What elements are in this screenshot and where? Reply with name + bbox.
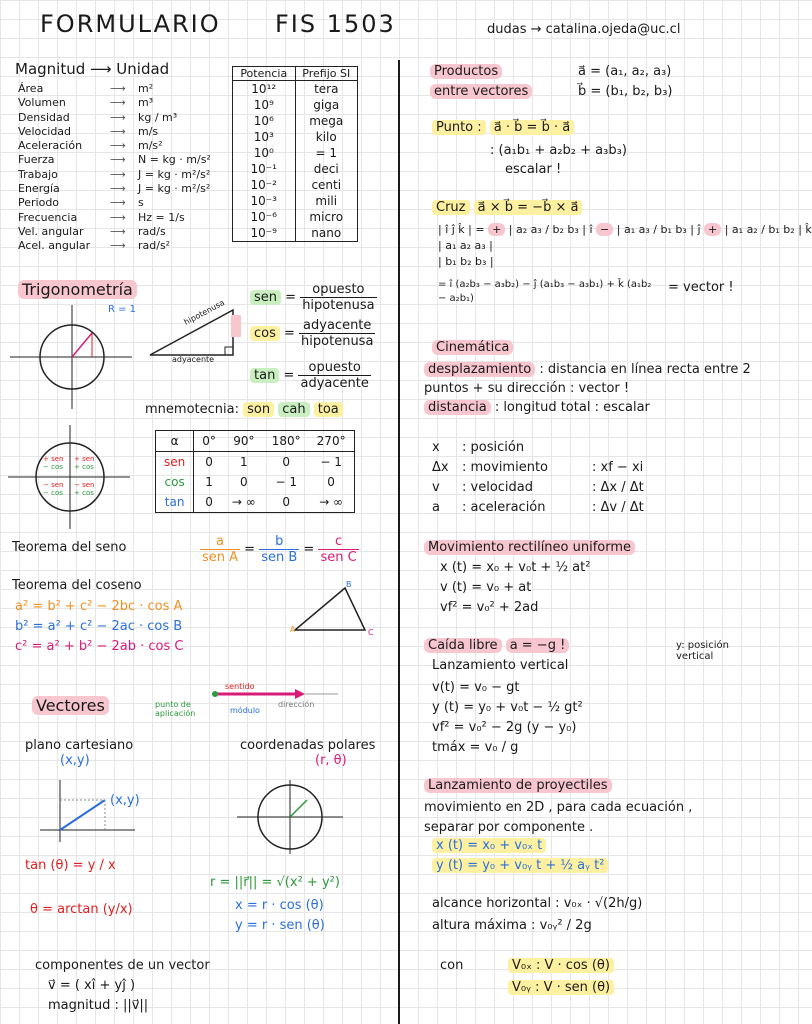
prefix-row: 10⁻⁹ nano — [233, 225, 357, 241]
componentes-eq: v⃗ = ( xî + yĵ ) — [48, 978, 136, 993]
punto-aplicacion-label: punto de aplicación — [155, 700, 196, 718]
svg-text:− cos: − cos — [43, 463, 63, 471]
prefix-row: 10³ kilo — [233, 129, 357, 145]
cruz-determinant: | î ĵ k̂ | = + | a₂ a₃ / b₂ b₃ | î − | a₁ a₃ / b₁ b₃ | ĵ + | a₁ a₂ / b₁ b₂ | k̂ | a₁ a₂ a₃ | | b₁ b₂ b₃ | — [438, 223, 812, 268]
mru-title: Movimiento rectilíneo uniforme — [424, 540, 635, 555]
prefix-row: 10⁰ = 1 — [233, 145, 357, 161]
proyectil-title: Lanzamiento de proyectiles — [424, 778, 612, 793]
prefix-row: 10⁻³ mili — [233, 193, 357, 209]
kin-var-row: Δx : movimiento : xf − xi — [432, 460, 644, 475]
unit-row: Frecuencia ⟶ Hz = 1/s — [18, 210, 185, 224]
caida-ynote: y: posición vertical — [676, 640, 729, 662]
column-divider — [398, 60, 400, 1024]
tan-eq: tan (θ) = y / x — [25, 858, 116, 873]
voy-eq: V₀ᵧ : V · sen (θ) — [508, 980, 614, 995]
unit-row: Velocidad ⟶ m/s — [18, 124, 159, 138]
cartesian-vector-diagram — [30, 780, 140, 845]
proyectil-intro: movimiento en 2D , para cada ecuación , separar por componente . — [424, 800, 693, 835]
productos-title: Productos entre vectores — [430, 62, 532, 102]
distancia-def: distancia : longitud total : escalar — [424, 400, 650, 415]
oblique-triangle-diagram — [290, 580, 385, 640]
unit-row: Vel. angular ⟶ rad/s — [18, 224, 166, 238]
modulo-label: módulo — [230, 706, 260, 715]
trig-table-row: sen 0 1 0 − 1 — [156, 452, 354, 473]
svg-text:B: B — [346, 580, 352, 589]
caida-title: Caída libre a = −g ! — [424, 638, 569, 653]
unit-row: Volumen ⟶ m³ — [18, 96, 154, 110]
proyectil-y-eq: y (t) = y₀ + v₀ᵧ t + ½ aᵧ t² — [432, 858, 608, 873]
cruz-expand: = î (a₂b₃ − a₃b₂) − ĵ (a₁b₃ − a₃b₁) + k̂ (a₁b₂ − a₂b₁) — [438, 279, 652, 304]
svg-text:+ cos: + cos — [74, 489, 94, 497]
x-polar-eq: x = r · cos (θ) — [235, 898, 324, 913]
cruz-note: = vector ! — [668, 280, 734, 295]
tan-def: tan = $\frac{\text{opuesto}}{\text{adyacente}}$ — [250, 360, 371, 391]
r-eq: r = ||r⃗|| = √(x² + y²) — [210, 875, 340, 890]
polares-title: coordenadas polares (r, θ) — [240, 738, 376, 768]
kin-var-row: a : aceleración : Δv / Δt — [432, 500, 644, 515]
svg-text:− sen: − sen — [74, 481, 95, 489]
hip-label: hipotenusa — [182, 298, 227, 327]
direccion-label: dirección — [278, 700, 315, 709]
mru-equations: x (t) = x₀ + v₀t + ½ at² v (t) = v₀ + at vf² = v₀² + 2ad — [440, 560, 591, 615]
polar-circle-diagram — [235, 780, 345, 855]
sen-def: sen = $\frac{\text{opuesto}}{\text{hipotenusa}}$ — [250, 282, 377, 313]
svg-text:+ cos: + cos — [74, 463, 94, 471]
prefix-col-prefijo: Prefijo SI — [302, 67, 351, 80]
caida-equations: v(t) = v₀ − gt y (t) = y₀ + v₀t − ½ gt² vf² = v₀² − 2g (y − y₀) tmáx = v₀ / g — [432, 680, 583, 755]
svg-text:+ sen: + sen — [74, 455, 95, 463]
con-label: con — [440, 958, 464, 973]
cos-def: cos = $\frac{\text{adyacente}}{\text{hipotenusa}}$ — [250, 318, 375, 349]
unit-circle-diagram — [10, 305, 135, 410]
cinematica-title: Cinemática — [432, 340, 513, 355]
unit-row: Acel. angular ⟶ rad/s² — [18, 239, 171, 253]
unit-row: Trabajo ⟶ J = kg · m²/s² — [18, 167, 211, 181]
theta-eq: θ = arctan (y/x) — [30, 902, 133, 917]
units-list — [18, 82, 228, 254]
prefix-row: 10⁶ mega — [233, 113, 357, 129]
unit-row: Aceleración ⟶ m/s² — [18, 139, 163, 153]
unit-row: Densidad ⟶ kg / m³ — [18, 110, 178, 124]
punto-product: Punto : a⃗ · b⃗ = b⃗ · a⃗ — [432, 120, 574, 135]
vector-defs: a⃗ = (a₁, a₂, a₃) b⃗ = (b₁, b₂, b₃) — [578, 64, 673, 99]
vectores-title: Vectores — [32, 696, 109, 715]
punto-note: escalar ! — [505, 162, 562, 177]
altura-eq: altura máxima : v₀ᵧ² / 2g — [432, 918, 592, 933]
proyectil-x-eq: x (t) = x₀ + v₀ₓ t — [432, 838, 546, 853]
svg-text:C: C — [368, 628, 374, 637]
law-of-sines-formula: $\frac{a}{\text{sen A}}$ = $\frac{b}{\text{sen B}}$ = $\frac{c}{\text{sen C}}$ — [202, 534, 357, 565]
cartesiano-title: plano cartesiano (x,y) — [25, 738, 134, 768]
course-code: FIS 1503 — [275, 10, 396, 38]
contact-note: dudas → catalina.ojeda@uc.cl — [487, 22, 681, 37]
unit-row: Área ⟶ m² — [18, 82, 154, 95]
trig-values-table — [155, 430, 355, 513]
prefix-row: 10⁻² centi — [233, 177, 357, 193]
prefix-row: 10⁹ giga — [233, 97, 357, 113]
law-of-sines: Teorema del seno — [12, 540, 127, 555]
lanzamiento-vertical-title: Lanzamiento vertical — [432, 658, 569, 673]
svg-text:A: A — [290, 625, 296, 634]
svg-text:− cos: − cos — [43, 489, 63, 497]
unit-row: Energía ⟶ J = kg · m²/s² — [18, 182, 211, 196]
prefix-row: 10⁻¹ deci — [233, 161, 357, 177]
prefix-row: 10¹² tera — [233, 81, 357, 97]
units-heading: Magnitud ⟶ Unidad — [15, 60, 170, 78]
kin-var-row: v : velocidad : Δx / Δt — [432, 480, 644, 495]
prefix-table — [232, 66, 358, 242]
vox-eq: V₀ₓ : V · cos (θ) — [508, 958, 614, 973]
desplazamiento-def: desplazamiento : distancia en línea recta entre 2 puntos + su dirección : vector ! — [424, 362, 751, 396]
law-of-cosines-title: Teorema del coseno — [12, 578, 142, 593]
unit-row: Fuerza ⟶ N = kg · m/s² — [18, 153, 211, 167]
alcance-eq: alcance horizontal : v₀ₓ · √(2h/g) — [432, 896, 643, 911]
radius-label: R = 1 — [108, 304, 137, 315]
magnitud-eq: magnitud : ||v⃗|| — [48, 998, 149, 1013]
sentido-label: sentido — [225, 682, 255, 691]
unit-row: Periodo ⟶ s — [18, 196, 144, 210]
trig-table-row: cos 1 0 − 1 0 — [156, 472, 354, 492]
page-title: FORMULARIO — [40, 10, 221, 38]
mnemotecnia: mnemotecnia: son cah toa — [145, 402, 343, 417]
law-of-cosines: a² = b² + c² − 2bc · cos A b² = a² + c² − 2ac · cos B c² = a² + b² − 2ab · cos C — [15, 599, 184, 654]
prefix-row: 10⁻⁶ micro — [233, 209, 357, 225]
kin-var-row: x : posición — [432, 440, 525, 455]
trig-table-row: tan 0 → ∞ 0 → ∞ — [156, 492, 354, 512]
ady-label: adyacente — [172, 355, 215, 364]
kinematic-vars — [432, 438, 692, 518]
punto-expand: : (a₁b₁ + a₂b₂ + a₃b₃) — [490, 143, 627, 158]
trig-title: Trigonometría — [18, 280, 137, 299]
svg-text:− sen: − sen — [43, 481, 64, 489]
cruz-product: Cruz a⃗ × b⃗ = −b⃗ × a⃗ — [432, 200, 582, 215]
trig-table-head: α 0° 90° 180° 270° — [156, 431, 354, 452]
cart-point-label: (x,y) — [110, 793, 140, 808]
quadrant-signs-diagram — [8, 425, 133, 530]
y-polar-eq: y = r · sen (θ) — [235, 918, 325, 933]
componentes-title: componentes de un vector — [35, 958, 210, 973]
prefix-col-potencia: Potencia — [233, 67, 296, 80]
svg-text:+ sen: + sen — [43, 455, 64, 463]
